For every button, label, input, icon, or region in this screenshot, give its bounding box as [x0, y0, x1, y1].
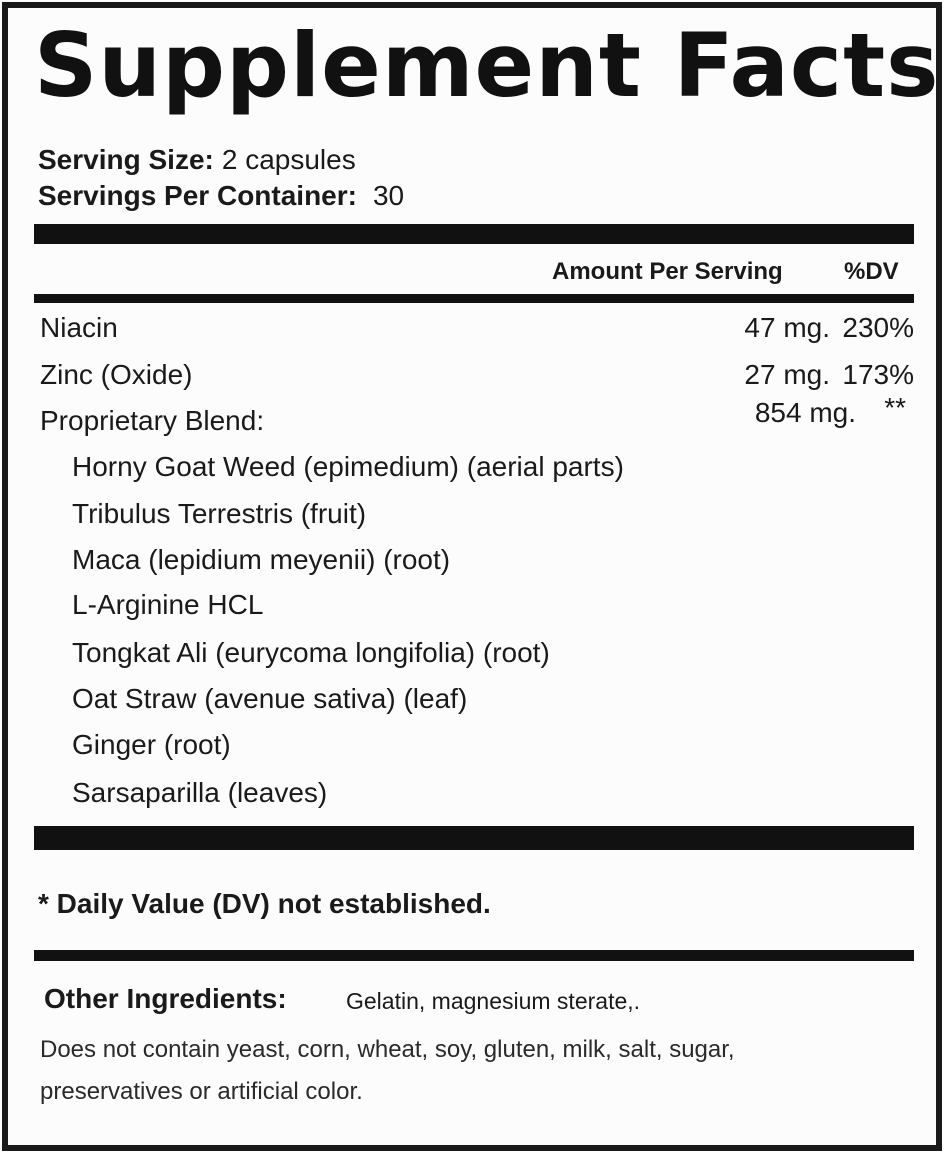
blend-ingredient: Tongkat Ali (eurycoma longifolia) (root) — [72, 637, 550, 668]
blend-ingredient: L-Arginine HCL — [72, 589, 264, 620]
blend-ingredient: Tribulus Terrestris (fruit) — [72, 498, 367, 529]
nutrient-amount: 47 mg. — [744, 312, 830, 343]
nutrient-name: Niacin — [40, 312, 118, 343]
nutrient-name: Zinc (Oxide) — [40, 359, 193, 390]
blend-ingredient: Sarsaparilla (leaves) — [72, 777, 328, 808]
nutrient-dv: ** — [884, 392, 906, 423]
blend-ingredient: Maca (lepidium meyenii) (root) — [72, 544, 451, 575]
other-ingredients-value: Gelatin, magnesium sterate,. — [346, 988, 641, 1014]
other-ingredients-label: Other Ingredients: — [44, 983, 287, 1014]
nutrient-amount: 854 mg. — [754, 397, 856, 428]
allergen-note-line1: Does not contain yeast, corn, wheat, soy, gluten, milk, salt, sugar, — [40, 1036, 735, 1063]
serving-size-label: Serving Size: — [38, 144, 214, 175]
blend-ingredient: Horny Goat Weed (epimedium) (aerial parts) — [72, 451, 624, 482]
serving-size-line — [38, 144, 356, 176]
allergen-note-line2: preservatives or artificial color. — [40, 1078, 363, 1105]
panel-title: Supplement Facts — [34, 14, 940, 117]
daily-value-footnote: * Daily Value (DV) not established. — [38, 888, 491, 919]
nutrient-amount: 27 mg. — [744, 359, 830, 390]
nutrient-name: Proprietary Blend: — [40, 405, 265, 436]
thick-divider-bottom — [34, 826, 914, 850]
blend-ingredient: Oat Straw (avenue sativa) (leaf) — [72, 683, 468, 714]
daily-value-header: %DV — [844, 258, 899, 285]
servings-per-container-label: Servings Per Container: — [38, 180, 357, 211]
header-divider — [34, 294, 914, 303]
nutrient-dv: 230% — [842, 312, 914, 343]
amount-per-serving-header: Amount Per Serving — [552, 258, 783, 285]
footnote-divider — [34, 950, 914, 961]
servings-per-container-line — [38, 180, 404, 212]
servings-per-container-value: 30 — [372, 180, 405, 211]
blend-ingredient: Ginger (root) — [72, 729, 231, 760]
serving-size-value: 2 capsules — [221, 144, 356, 175]
nutrient-dv: 173% — [842, 359, 914, 390]
thick-divider-top — [34, 224, 914, 244]
